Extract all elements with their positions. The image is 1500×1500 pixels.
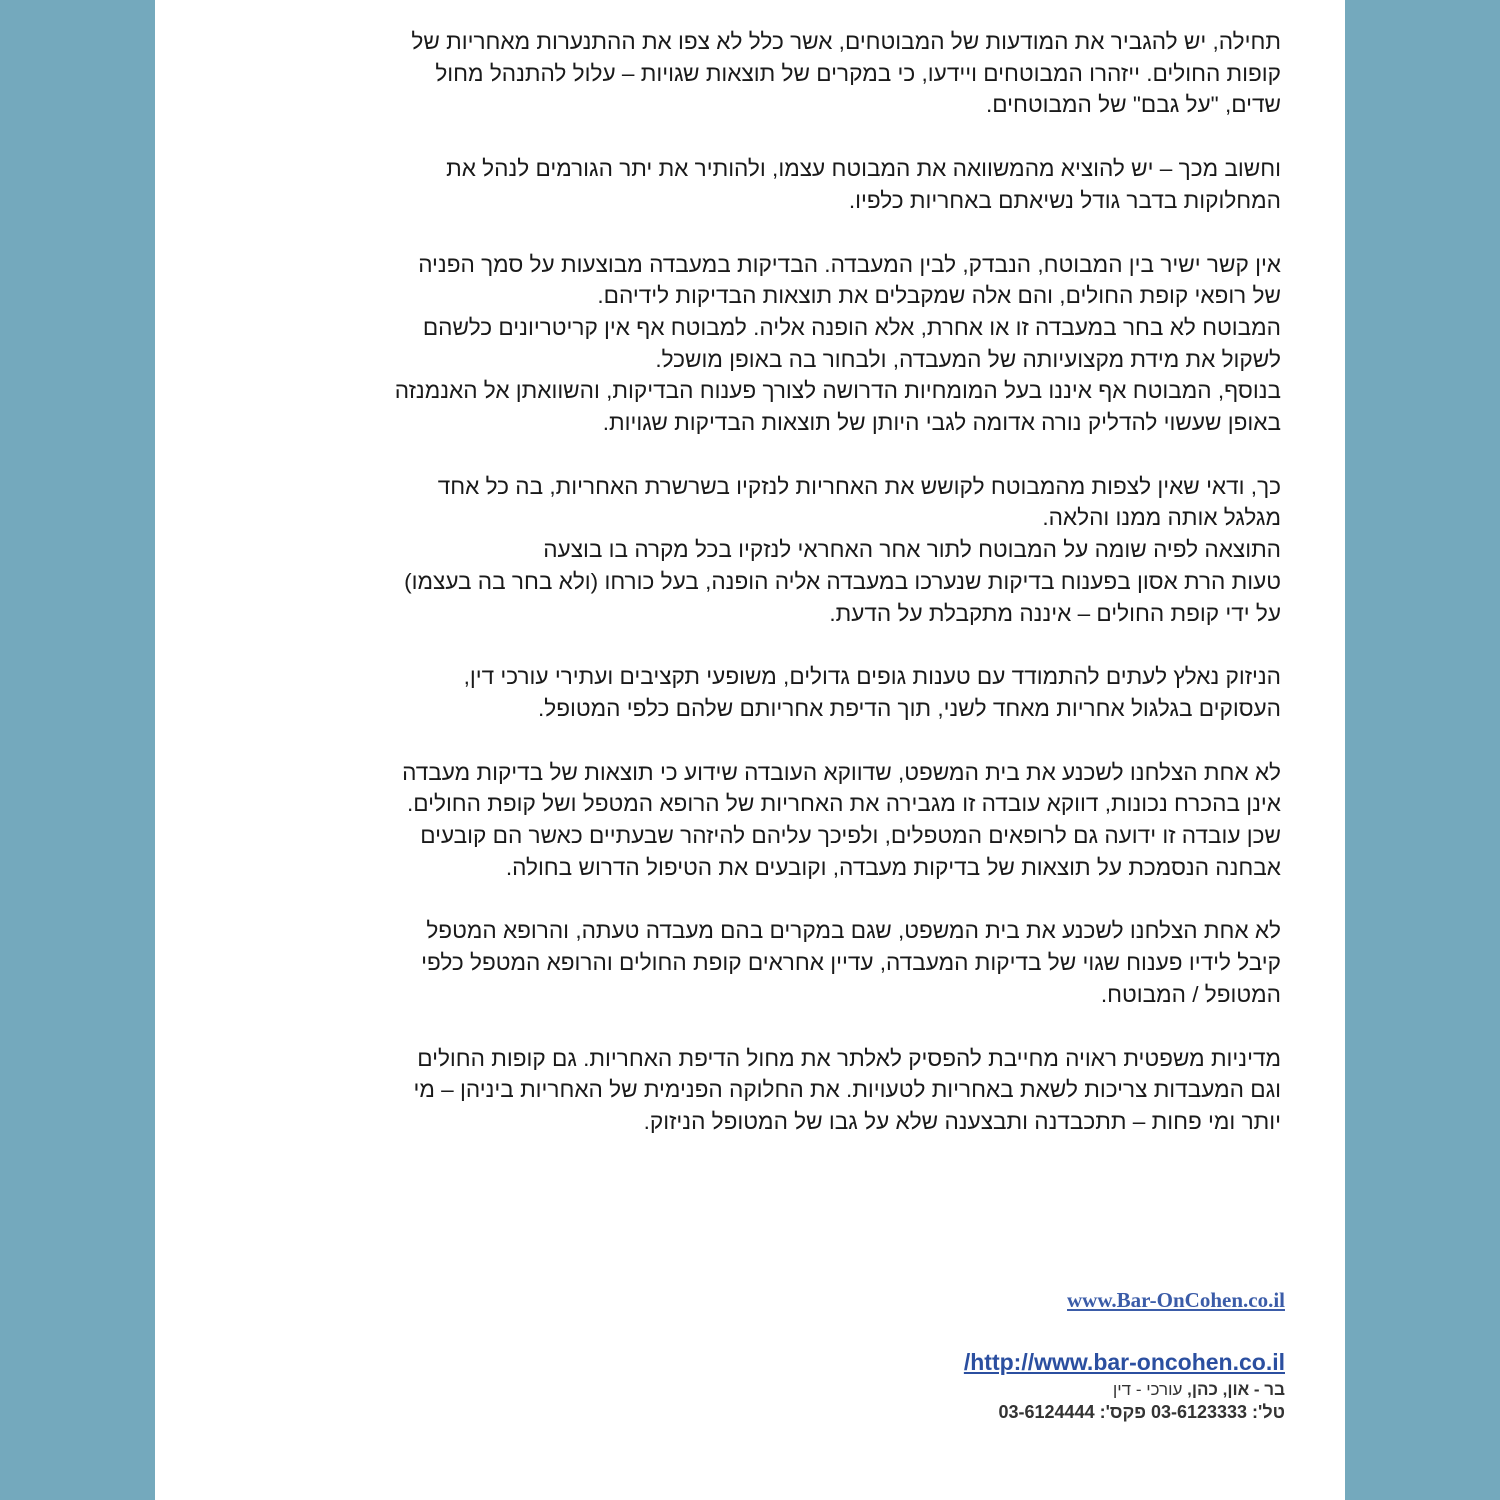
paragraph-line: באופן שעשוי להדליק נורה אדומה לגבי היותן של תוצאות הבדיקות שגויות. bbox=[602, 410, 1281, 436]
paragraph bbox=[217, 1043, 1281, 1138]
paragraph-line: קיבל לידיו פענוח שגוי של בדיקות המעבדה, עדיין אחראים קופת החולים והרופא המטפל כלפי bbox=[421, 950, 1281, 976]
paragraph-line: אין קשר ישיר בין המבוטח, הנבדק, לבין המעבדה. הבדיקות במעבדה מבוצעות על סמך הפניה bbox=[418, 251, 1281, 277]
document-body bbox=[217, 26, 1281, 1170]
paragraph-line: לא אחת הצלחנו לשכנע את בית המשפט, שגם במקרים בהם מעבדה טעתה, והרופא המטפל bbox=[426, 918, 1281, 944]
paragraph-line: כך, ודאי שאין לצפות מהמבוטח לקושש את האחריות לנזקיו בשרשרת האחריות, בה כל אחד bbox=[437, 473, 1281, 499]
paragraph-line: קופות החולים. ייזהרו המבוטחים ויידעו, כי במקרים של תוצאות שגויות – עלול להתנהל מחול bbox=[435, 60, 1281, 86]
paragraph-line: שכן עובדה זו ידועה גם לרופאים המטפלים, ולפיכך עליהם להיזהר שבעתיים כאשר הם קובעים bbox=[420, 823, 1281, 849]
contact-phones: טל': 03-6123333 פקס': 03-6124444 bbox=[998, 1402, 1285, 1422]
document-page bbox=[155, 0, 1345, 1500]
paragraph-line: יותר ומי פחות – תתכבדנה ותבצענה שלא על גבו של המטופל הניזוק. bbox=[643, 1108, 1281, 1134]
paragraph-line: שדים, "על גבם" של המבוטחים. bbox=[985, 92, 1281, 118]
paragraph-line: המחלוקות בדבר גודל נשיאתם באחריות כלפיו. bbox=[848, 187, 1281, 213]
paragraph-line: של רופאי קופת החולים, והם אלה שמקבלים את תוצאות הבדיקות לידיהם. bbox=[597, 283, 1281, 309]
paragraph bbox=[217, 26, 1281, 121]
paragraph-line: המטופל / המבוטח. bbox=[1100, 981, 1281, 1007]
paragraph-line: המבוטח לא בחר במעבדה זו או אחרת, אלא הופנה אליה. למבוטח אף אין קריטריונים כלשהם bbox=[422, 314, 1281, 340]
firm-signature bbox=[855, 1380, 1285, 1400]
paragraph-line: בנוסף, המבוטח אף איננו בעל המומחיות הדרושה לצורך פענוח הבדיקות, והשוואתן אל האנמנזה bbox=[394, 378, 1281, 404]
paragraph bbox=[217, 661, 1281, 724]
website-link-secondary[interactable]: /http://www.bar-oncohen.co.il bbox=[963, 1349, 1285, 1375]
firm-title: עורכי - דין bbox=[1112, 1380, 1188, 1399]
paragraph-line: על ידי קופת החולים – איננה מתקבלת על הדעת. bbox=[829, 600, 1281, 626]
paragraph-line: טעות הרת אסון בפענוח בדיקות שנערכו במעבדה אליה הופנה, בעל כורחו (ולא בחר בה בעצמו) bbox=[404, 568, 1281, 594]
footer bbox=[855, 1288, 1285, 1423]
paragraph bbox=[217, 915, 1281, 1010]
paragraph-line: לשקול את מידת מקצועיותה של המעבדה, ולבחור בה באופן מושכל. bbox=[655, 346, 1281, 372]
paragraph bbox=[217, 471, 1281, 630]
paragraph-line: לא אחת הצלחנו לשכנע את בית המשפט, שדווקא העובדה שידוע כי תוצאות של בדיקות מעבדה bbox=[402, 759, 1281, 785]
paragraph-line: וגם המעבדות צריכות לשאת באחריות לטעויות. את החלוקה הפנימית של האחריות ביניהן – מי bbox=[413, 1077, 1281, 1103]
paragraph-line: וחשוב מכך – יש להוציא מהמשוואה את המבוטח עצמו, ולהותיר את יתר הגורמים לנהל את bbox=[446, 156, 1281, 182]
paragraph bbox=[217, 757, 1281, 884]
paragraph-line: התוצאה לפיה שומה על המבוטח לתור אחר האחראי לנזקיו בכל מקרה בו בוצעה bbox=[543, 537, 1281, 563]
paragraph-line: העסוקים בגלגול אחריות מאחד לשני, תוך הדיפת אחריותם שלהם כלפי המטופל. bbox=[538, 695, 1281, 721]
paragraph-line: הניזוק נאלץ לעתים להתמודד עם טענות גופים גדולים, משופעי תקציבים ועתירי עורכי דין, bbox=[463, 664, 1281, 690]
paragraph-line: תחילה, יש להגביר את המודעות של המבוטחים, אשר כלל לא צפו את ההתנערות מאחריות של bbox=[411, 29, 1281, 54]
website-link-primary[interactable]: www.Bar-OnCohen.co.il bbox=[1067, 1288, 1285, 1312]
paragraph bbox=[217, 249, 1281, 439]
paragraph-line: מדיניות משפטית ראויה מחייבת להפסיק לאלתר את מחול הדיפת האחריות. גם קופות החולים bbox=[417, 1045, 1281, 1071]
firm-name: בר - און, כהן, bbox=[1187, 1380, 1285, 1399]
paragraph bbox=[217, 153, 1281, 216]
paragraph-line: אינן בהכרח נכונות, דווקא עובדה זו מגבירה את האחריות של הרופא המטפל ושל קופת החולים. bbox=[406, 791, 1281, 817]
paragraph-line: אבחנה הנסמכת על תוצאות של בדיקות מעבדה, וקובעים את הטיפול הדרוש בחולה. bbox=[505, 854, 1281, 880]
paragraph-line: מגלגל אותה ממנו והלאה. bbox=[1042, 505, 1281, 531]
